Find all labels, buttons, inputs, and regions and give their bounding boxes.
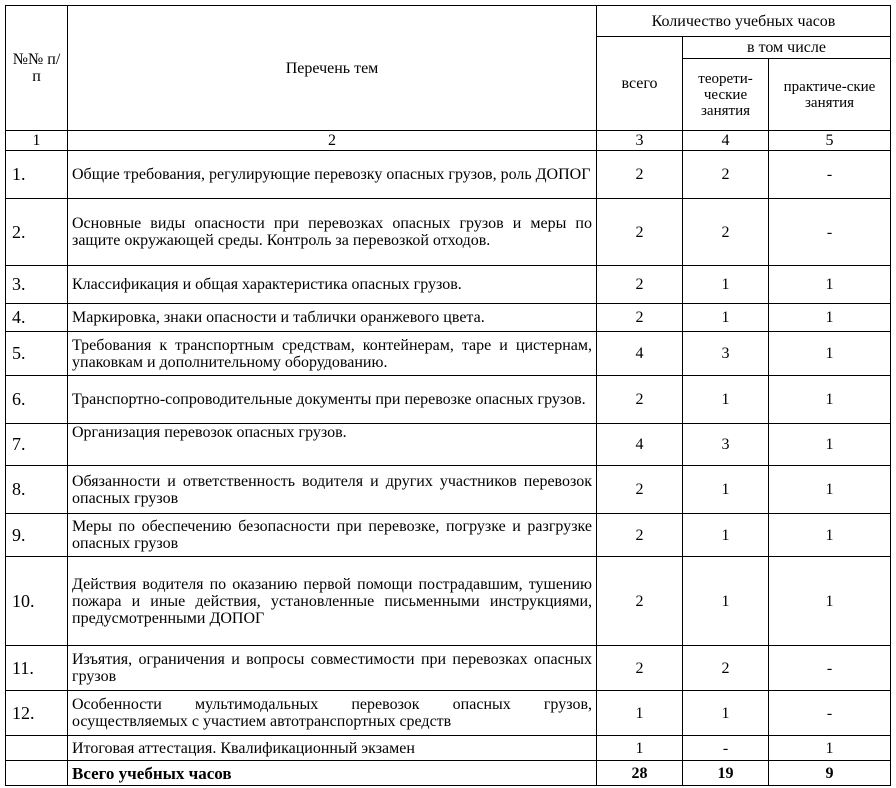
column-number: 2: [68, 131, 597, 151]
header-topics-label: Перечень тем: [285, 59, 379, 77]
header-theory-label: теорети-ческие занятия: [698, 70, 753, 119]
header-including: [683, 37, 891, 59]
row-theory-hours: -: [683, 736, 769, 761]
curriculum-table-wrapper: [5, 5, 891, 786]
row-total-hours: 2: [597, 266, 683, 304]
column-number-row: [6, 131, 891, 151]
row-number: [6, 736, 68, 761]
row-number: 2.: [6, 199, 68, 266]
row-practice-hours: 1: [769, 557, 891, 646]
row-topic: Основные виды опасности при перевозках опасных грузов и меры по защите окружающей среды. Контроль за перевозкой отходов.: [68, 199, 597, 266]
row-theory-hours: 1: [683, 376, 769, 424]
header-row-1: [6, 6, 891, 37]
column-number: 5: [769, 131, 891, 151]
row-practice-hours: 1: [769, 304, 891, 332]
row-practice-hours: 1: [769, 376, 891, 424]
header-topics: [68, 6, 597, 131]
row-topic: Изъятия, ограничения и вопросы совместимости при перевозках опасных грузов: [68, 646, 597, 691]
table-row: [6, 199, 891, 266]
row-number: 8.: [6, 466, 68, 514]
row-total-hours: 2: [597, 376, 683, 424]
row-total-hours: 1: [597, 736, 683, 761]
row-theory-hours: 1: [683, 691, 769, 736]
totals-practice-hours: 9: [769, 761, 891, 786]
header-num-label: №№ п/п: [12, 51, 61, 85]
row-number: 5.: [6, 332, 68, 376]
column-number: 4: [683, 131, 769, 151]
header-practice-label: практиче-ские занятия: [783, 78, 876, 111]
row-topic: Маркировка, знаки опасности и таблички оранжевого цвета.: [68, 304, 597, 332]
totals-label: Всего учебных часов: [68, 761, 597, 786]
row-number: 12.: [6, 691, 68, 736]
row-topic: Транспортно-сопроводительные документы при перевозке опасных грузов.: [68, 376, 597, 424]
table-row: [6, 557, 891, 646]
row-number: 11.: [6, 646, 68, 691]
header-num: [6, 6, 68, 131]
curriculum-table: [5, 5, 891, 786]
row-topic: Действия водителя по оказанию первой помощи пострадавшим, тушению пожара и иные действия, установленные письменными инструкциями, предусмотренными ДОПОГ: [68, 557, 597, 646]
row-total-hours: 2: [597, 557, 683, 646]
row-practice-hours: 1: [769, 736, 891, 761]
row-number: 9.: [6, 514, 68, 557]
row-topic: Организация перевозок опасных грузов.: [68, 424, 597, 466]
row-number: 3.: [6, 266, 68, 304]
row-topic: Общие требования, регулирующие перевозку опасных грузов, роль ДОПОГ: [68, 151, 597, 199]
row-total-hours: 2: [597, 304, 683, 332]
table-row: [6, 424, 891, 466]
table-row: [6, 514, 891, 557]
table-row: [6, 332, 891, 376]
row-total-hours: 4: [597, 332, 683, 376]
row-total-hours: 2: [597, 466, 683, 514]
row-theory-hours: 1: [683, 304, 769, 332]
row-practice-hours: 1: [769, 332, 891, 376]
column-number: 1: [6, 131, 68, 151]
row-topic: Меры по обеспечению безопасности при перевозке, погрузке и разгрузке опасных грузов: [68, 514, 597, 557]
row-number: 10.: [6, 557, 68, 646]
table-row: [6, 646, 891, 691]
row-number: 1.: [6, 151, 68, 199]
header-practice: [769, 59, 891, 131]
row-practice-hours: 1: [769, 266, 891, 304]
row-total-hours: 2: [597, 514, 683, 557]
row-practice-hours: -: [769, 646, 891, 691]
row-topic: Классификация и общая характеристика опасных грузов.: [68, 266, 597, 304]
row-practice-hours: 1: [769, 424, 891, 466]
totals-row: [6, 761, 891, 786]
table-row: [6, 266, 891, 304]
column-number: 3: [597, 131, 683, 151]
row-theory-hours: 1: [683, 557, 769, 646]
row-topic: Требования к транспортным средствам, контейнерам, таре и цистернам, упаковкам и дополнительному оборудованию.: [68, 332, 597, 376]
row-topic: Итоговая аттестация. Квалификационный экзамен: [68, 736, 597, 761]
row-theory-hours: 1: [683, 514, 769, 557]
header-hours-label: Количество учебных часов: [651, 12, 836, 30]
header-total-label: всего: [621, 75, 658, 92]
header-total: [597, 37, 683, 131]
row-theory-hours: 2: [683, 151, 769, 199]
row-theory-hours: 3: [683, 424, 769, 466]
header-including-label: в том числе: [747, 39, 826, 56]
row-theory-hours: 3: [683, 332, 769, 376]
table-row: [6, 736, 891, 761]
row-practice-hours: 1: [769, 514, 891, 557]
row-number: 6.: [6, 376, 68, 424]
header-theory: [683, 59, 769, 131]
table-row: [6, 151, 891, 199]
row-theory-hours: 1: [683, 266, 769, 304]
row-practice-hours: -: [769, 199, 891, 266]
row-total-hours: 2: [597, 199, 683, 266]
header-hours: [597, 6, 891, 37]
row-theory-hours: 2: [683, 646, 769, 691]
row-theory-hours: 1: [683, 466, 769, 514]
row-practice-hours: -: [769, 151, 891, 199]
row-total-hours: 1: [597, 691, 683, 736]
row-total-hours: 4: [597, 424, 683, 466]
row-topic: Обязанности и ответственность водителя и других участников перевозок опасных грузов: [68, 466, 597, 514]
row-number: 7.: [6, 424, 68, 466]
row-practice-hours: 1: [769, 466, 891, 514]
table-row: [6, 376, 891, 424]
totals-theory-hours: 19: [683, 761, 769, 786]
row-number: 4.: [6, 304, 68, 332]
row-total-hours: 2: [597, 151, 683, 199]
row-topic: Особенности мультимодальных перевозок опасных грузов, осуществляемых с участием автотранспортных средств: [68, 691, 597, 736]
row-theory-hours: 2: [683, 199, 769, 266]
row-total-hours: 2: [597, 646, 683, 691]
totals-total-hours: 28: [597, 761, 683, 786]
table-row: [6, 691, 891, 736]
row-practice-hours: -: [769, 691, 891, 736]
totals-empty-cell: [6, 761, 68, 786]
table-row: [6, 466, 891, 514]
table-row: [6, 304, 891, 332]
